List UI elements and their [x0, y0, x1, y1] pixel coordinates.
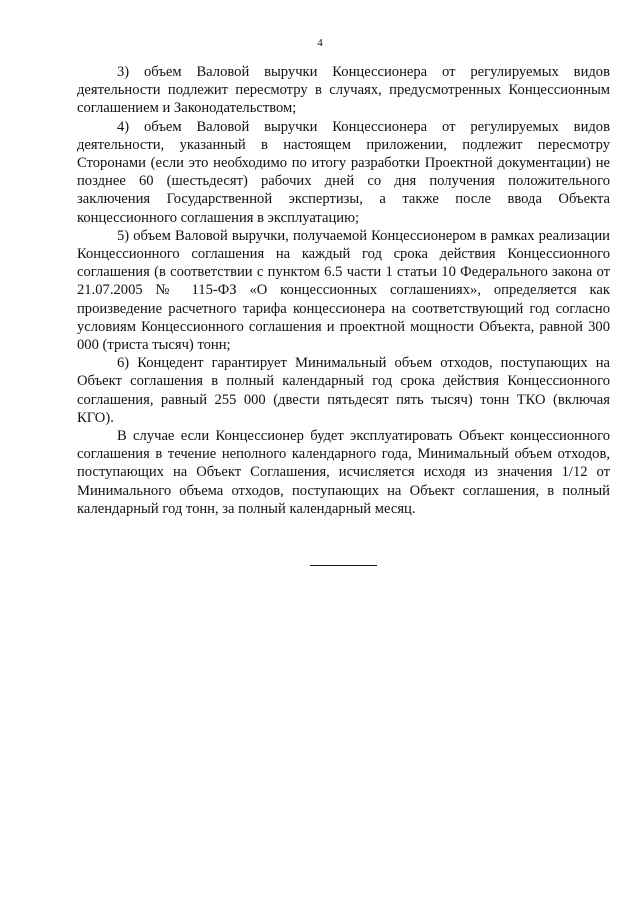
paragraph-closing: В случае если Концессионер будет эксплуатировать Объект концессионного соглашения в течение неполного календарного года, Минимальный объем отходов, поступающих на Объект Соглашения, исчисляется исходя из значения 1/12 от Минимального объема отходов, поступающих на Объект соглашения, в полный календарный год тонн, за полный календарный месяц.	[77, 428, 610, 517]
end-of-document-line	[310, 565, 377, 566]
paragraph-item-6: 6) Концедент гарантирует Минимальный объем отходов, поступающих на Объект соглашения в полный календарный год срока действия Концессионного соглашения, равный 255 000 (двести пятьдесят пять тысяч) тонн ТКО (включая КГО).	[77, 355, 610, 426]
document-body	[77, 63, 610, 518]
paragraph-item-3: 3) объем Валовой выручки Концессионера от регулируемых видов деятельности подлежит пересмотру в случаях, предусмотренных Концессионным соглашением и Законодательством;	[77, 64, 610, 117]
page-number: 4	[317, 37, 323, 49]
paragraph-item-5: 5) объем Валовой выручки, получаемой Концессионером в рамках реализации Концессионного соглашения на каждый год срока действия Концессионного соглашения (в соответствии с пунктом 6.5 части 1 статьи 10 Федерального закона от 21.07.2005 № 115-ФЗ «О концессионных соглашениях», определяется как произведение расчетного тарифа концессионера на соответствующий год согласно условиям Концессионного соглашения и проектной мощности Объекта, равной 300 000 (триста тысяч) тонн;	[77, 227, 610, 354]
paragraph-item-4: 4) объем Валовой выручки Концессионера от регулируемых видов деятельности, указанный в настоящем приложении, подлежит пересмотру Сторонами (если это необходимо по итогу разработки Проектной документации) не позднее 60 (шестьдесят) рабочих дней со дня получения положительного заключения Государственной экспертизы, а также после ввода Объекта концессионного соглашения в эксплуатацию;	[77, 118, 610, 226]
